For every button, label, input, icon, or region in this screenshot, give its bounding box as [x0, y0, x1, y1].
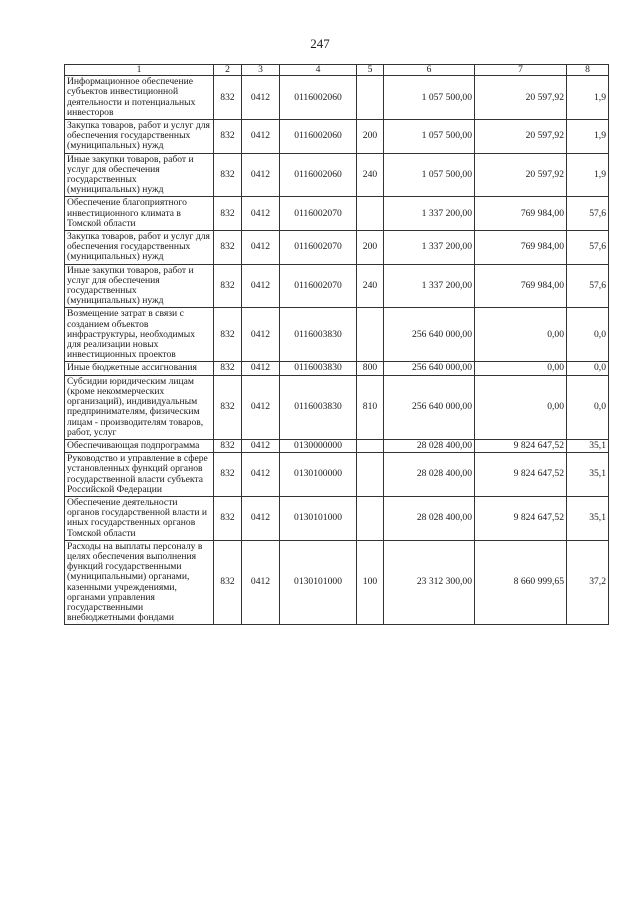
- row-value-cell: 100: [357, 540, 384, 625]
- table-row: [65, 540, 609, 625]
- column-header: 6: [384, 65, 475, 76]
- header-row: [65, 65, 609, 76]
- row-value-cell: 0,0: [567, 375, 609, 439]
- row-value-cell: 35,1: [567, 453, 609, 497]
- row-value-cell: 0412: [242, 439, 280, 452]
- row-value-cell: 832: [214, 197, 242, 231]
- row-value-cell: [357, 197, 384, 231]
- row-value-cell: 0412: [242, 76, 280, 120]
- column-header: 7: [475, 65, 567, 76]
- row-value-cell: 57,6: [567, 264, 609, 308]
- row-value-cell: 9 824 647,52: [475, 496, 567, 540]
- row-value-cell: 0130101000: [280, 540, 357, 625]
- row-value-cell: 0116003830: [280, 362, 357, 375]
- row-name-cell: Иные закупки товаров, работ и услуг для обеспечения государственных (муниципальных) нужд: [65, 153, 214, 197]
- row-value-cell: 832: [214, 540, 242, 625]
- row-value-cell: 0412: [242, 362, 280, 375]
- row-value-cell: 0130000000: [280, 439, 357, 452]
- column-header: 2: [214, 65, 242, 76]
- row-value-cell: [357, 308, 384, 362]
- row-value-cell: 832: [214, 375, 242, 439]
- column-header: 5: [357, 65, 384, 76]
- row-value-cell: 1 337 200,00: [384, 231, 475, 265]
- row-value-cell: 20 597,92: [475, 120, 567, 154]
- row-value-cell: 256 640 000,00: [384, 375, 475, 439]
- row-value-cell: 23 312 300,00: [384, 540, 475, 625]
- row-value-cell: 832: [214, 76, 242, 120]
- row-value-cell: 800: [357, 362, 384, 375]
- row-value-cell: 0412: [242, 231, 280, 265]
- row-name-cell: Руководство и управление в сфере установленных функций органов государственной власти субъекта Российской Федерации: [65, 453, 214, 497]
- row-value-cell: 0412: [242, 540, 280, 625]
- row-value-cell: 832: [214, 453, 242, 497]
- row-value-cell: 0412: [242, 496, 280, 540]
- row-value-cell: 28 028 400,00: [384, 453, 475, 497]
- row-value-cell: 256 640 000,00: [384, 308, 475, 362]
- row-value-cell: 0412: [242, 453, 280, 497]
- row-name-cell: Обеспечение деятельности органов государственной власти и иных государственных органов Томской области: [65, 496, 214, 540]
- column-header: 4: [280, 65, 357, 76]
- row-value-cell: 0,00: [475, 308, 567, 362]
- table-row: [65, 120, 609, 154]
- row-value-cell: [357, 453, 384, 497]
- row-value-cell: 28 028 400,00: [384, 439, 475, 452]
- row-name-cell: Обеспечивающая подпрограмма: [65, 439, 214, 452]
- row-value-cell: 0116002070: [280, 197, 357, 231]
- row-value-cell: 0116002060: [280, 120, 357, 154]
- row-name-cell: Иные закупки товаров, работ и услуг для обеспечения государственных (муниципальных) нужд: [65, 264, 214, 308]
- row-name-cell: Обеспечение благоприятного инвестиционного климата в Томской области: [65, 197, 214, 231]
- table-row: [65, 264, 609, 308]
- table-row: [65, 375, 609, 439]
- row-value-cell: 810: [357, 375, 384, 439]
- row-value-cell: 0130100000: [280, 453, 357, 497]
- row-value-cell: 256 640 000,00: [384, 362, 475, 375]
- row-value-cell: 832: [214, 496, 242, 540]
- row-value-cell: 1 057 500,00: [384, 120, 475, 154]
- row-value-cell: [357, 496, 384, 540]
- row-value-cell: 832: [214, 308, 242, 362]
- row-value-cell: 769 984,00: [475, 231, 567, 265]
- row-value-cell: 832: [214, 362, 242, 375]
- row-name-cell: Возмещение затрат в связи с созданием объектов инфраструктуры, необходимых для реализации новых инвестиционных проектов: [65, 308, 214, 362]
- row-value-cell: 0,00: [475, 362, 567, 375]
- row-value-cell: 35,1: [567, 439, 609, 452]
- row-value-cell: 8 660 999,65: [475, 540, 567, 625]
- row-value-cell: 200: [357, 231, 384, 265]
- row-value-cell: 0412: [242, 375, 280, 439]
- row-value-cell: 28 028 400,00: [384, 496, 475, 540]
- row-value-cell: 57,6: [567, 231, 609, 265]
- row-value-cell: 20 597,92: [475, 76, 567, 120]
- row-value-cell: 769 984,00: [475, 264, 567, 308]
- row-value-cell: 0412: [242, 120, 280, 154]
- row-name-cell: Расходы на выплаты персоналу в целях обеспечения выполнения функций государственными (муниципальными) органами, казенными учреждениями, органами управления государственными внебюджетными фондами: [65, 540, 214, 625]
- row-value-cell: 9 824 647,52: [475, 439, 567, 452]
- row-value-cell: 832: [214, 264, 242, 308]
- row-value-cell: 0116002060: [280, 76, 357, 120]
- row-value-cell: 35,1: [567, 496, 609, 540]
- row-value-cell: 832: [214, 439, 242, 452]
- column-header: 8: [567, 65, 609, 76]
- row-value-cell: 0,0: [567, 362, 609, 375]
- row-value-cell: 37,2: [567, 540, 609, 625]
- row-name-cell: Информационное обеспечение субъектов инвестиционной деятельности и потенциальных инвесторов: [65, 76, 214, 120]
- row-value-cell: 832: [214, 120, 242, 154]
- row-value-cell: [357, 439, 384, 452]
- table-row: [65, 76, 609, 120]
- table-row: [65, 496, 609, 540]
- row-value-cell: 240: [357, 264, 384, 308]
- row-value-cell: 200: [357, 120, 384, 154]
- page-number: 247: [310, 36, 330, 51]
- row-value-cell: 0116002070: [280, 231, 357, 265]
- row-value-cell: [357, 76, 384, 120]
- budget-table: [64, 64, 609, 625]
- row-value-cell: 9 824 647,52: [475, 453, 567, 497]
- row-value-cell: 0,0: [567, 308, 609, 362]
- row-value-cell: 832: [214, 153, 242, 197]
- row-value-cell: 0,00: [475, 375, 567, 439]
- row-value-cell: 1,9: [567, 76, 609, 120]
- row-value-cell: 0116002070: [280, 264, 357, 308]
- row-value-cell: 832: [214, 231, 242, 265]
- table-row: [65, 153, 609, 197]
- row-name-cell: Субсидии юридическим лицам (кроме некоммерческих организаций), индивидуальным предпринимателям, физическим лицам - производителям товаров, работ, услуг: [65, 375, 214, 439]
- row-name-cell: Закупка товаров, работ и услуг для обеспечения государственных (муниципальных) нужд: [65, 231, 214, 265]
- row-value-cell: 0412: [242, 197, 280, 231]
- row-value-cell: 0412: [242, 308, 280, 362]
- row-name-cell: Закупка товаров, работ и услуг для обеспечения государственных (муниципальных) нужд: [65, 120, 214, 154]
- row-value-cell: 769 984,00: [475, 197, 567, 231]
- row-value-cell: 57,6: [567, 197, 609, 231]
- row-value-cell: 1,9: [567, 153, 609, 197]
- table-row: [65, 308, 609, 362]
- column-header: 3: [242, 65, 280, 76]
- row-value-cell: 1 057 500,00: [384, 76, 475, 120]
- row-name-cell: Иные бюджетные ассигнования: [65, 362, 214, 375]
- row-value-cell: 0130101000: [280, 496, 357, 540]
- row-value-cell: 0116002060: [280, 153, 357, 197]
- row-value-cell: 240: [357, 153, 384, 197]
- row-value-cell: 1 337 200,00: [384, 264, 475, 308]
- row-value-cell: 1 057 500,00: [384, 153, 475, 197]
- column-header: 1: [65, 65, 214, 76]
- row-value-cell: 20 597,92: [475, 153, 567, 197]
- row-value-cell: 1,9: [567, 120, 609, 154]
- table-row: [65, 197, 609, 231]
- row-value-cell: 0412: [242, 153, 280, 197]
- row-value-cell: 1 337 200,00: [384, 197, 475, 231]
- table-row: [65, 231, 609, 265]
- table-row: [65, 362, 609, 375]
- table-row: [65, 453, 609, 497]
- row-value-cell: 0412: [242, 264, 280, 308]
- table-body: [65, 76, 609, 625]
- row-value-cell: 0116003830: [280, 375, 357, 439]
- table-row: [65, 439, 609, 452]
- row-value-cell: 0116003830: [280, 308, 357, 362]
